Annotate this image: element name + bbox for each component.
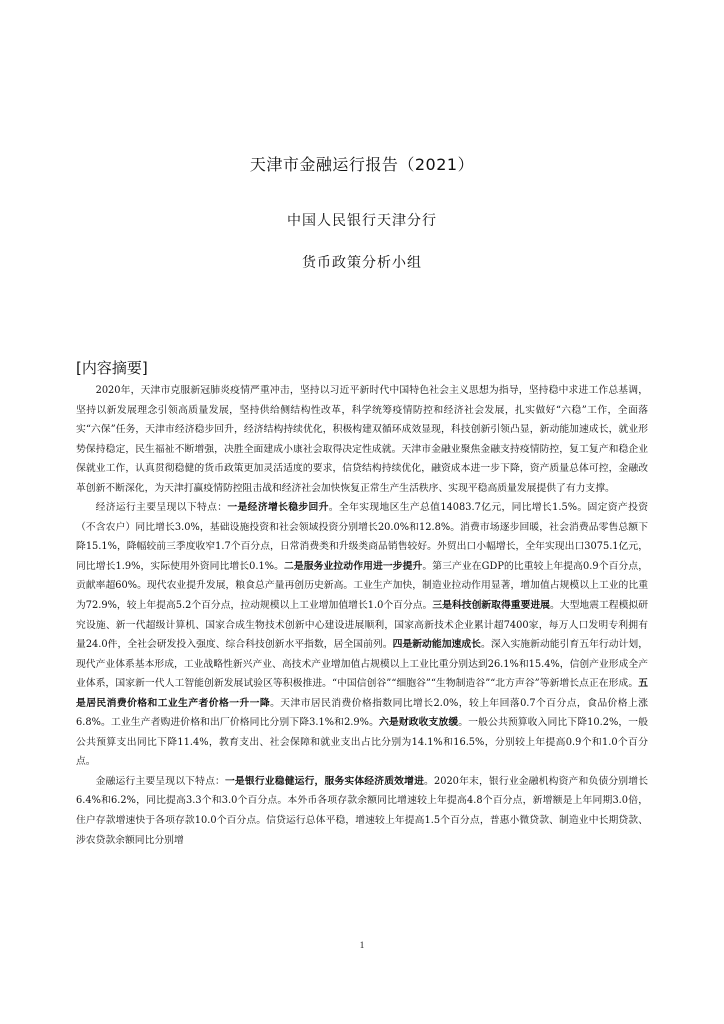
section-heading: [内容摘要]	[76, 359, 148, 377]
abstract-body	[76, 381, 648, 850]
key-point: 一是银行业稳健运行，服务实体经济质效增进	[224, 775, 425, 787]
key-point: 二是服务业拉动作用进一步提升	[284, 560, 423, 572]
paragraph-overview: 2020年，天津市克服新冠肺炎疫情严重冲击，坚持以习近平新时代中国特色社会主义思想为指导，坚持稳中求进工作总基调，坚持以新发展理念引领高质量发展，坚持供给侧结构性改革，科学统筹疫情防控和经济社会发展，扎实做好“六稳”工作，全面落实“六保”任务，天津市经济稳步回升，经济结构持续优化，积极构建双循环成效显现，科技创新引领凸显，新动能加速成长，就业形势保持稳定，民生福祉不断增强，决胜全面建成小康社会取得决定性成就。天津市金融业聚焦金融支持疫情防控，复工复产和稳企业保就业工作，认真贯彻稳健的货币政策更加灵活适度的要求，信贷结构持续优化，融资成本进一步下降，资产质量总体可控，金融改革创新不断深化，为天津打赢疫情防控阻击战和经济社会加快恢复正常生产生活秩序、实现平稳高质量发展提供了有力支撑。	[76, 385, 648, 494]
text-run: 。2020年末，银行业金融机构资产和负债分别增长6.4%和6.2%，同比提高3.3个和3.0个百分点。本外币各项存款余额同比增速较上年提高4.8个百分点，新增额是上年同期3.0倍，住户存款增速快于各项存款10.0个百分点。信贷运行总体平稳，增速较上年提高1.5个百分点，普惠小微贷款、制造业中长期贷款、涉农贷款余额同比分别增	[76, 775, 649, 846]
key-point: 一是经济增长稳步回升	[227, 502, 329, 514]
key-point: 六是财政收支放缓	[379, 717, 459, 729]
text-run: 。大型地震工程模拟研究设施、新一代超级计算机、国家合成生物技术创新中心建设进展顺利，国家高新技术企业累计超7400家，每万人口发明专利拥有量24.0件，全社会研发投入强度、综合科技创新水平指数，居全国前列。	[76, 600, 648, 651]
text-run: 。一般公共预算收入同比下降10.2%，一般公共预算支出同比下降11.4%，教育支出、社会保障和就业支出占比分别为14.1%和16.5%，分别较上年提高0.9个和1.0个百分点。	[76, 717, 649, 768]
text-run: 。天津市居民消费价格指数同比增长2.0%，较上年回落0.7个百分点，食品价格上涨6.8%。工业生产者购进价格和出厂价格同比分别下降3.1%和2.9%。	[76, 697, 648, 729]
text-run: 。全年实现地区生产总值14083.7亿元，同比增长1.5%。固定资产投资（不含农户）同比增长3.0%，基础设施投资和社会领域投资分别增长20.0%和12.8%。消费市场逐步回暖，社会消费品零售总额下降15.1%，降幅较前三季度收窄1.7个百分点，日常消费类和升级类商品销售较好。外贸出口小幅增长，全年实现出口3075.1亿元，同比增长1.9%，实际使用外资同比增长0.1%。	[76, 502, 649, 572]
authoring-group: 货币政策分析小组	[302, 255, 422, 271]
text-run: 经济运行主要呈现以下特点：	[95, 502, 228, 514]
text-run: 金融运行主要呈现以下特点：	[95, 775, 225, 787]
key-point: 四是新动能加速成长	[392, 639, 481, 651]
paragraph-finance	[76, 772, 648, 850]
paragraph-economy	[76, 498, 648, 772]
text-run: 。第三产业在GDP的比重较上年提高0.9个百分点，贡献率超60%。现代农业提升发展，粮食总产量再创历史新高。工业生产加快，制造业拉动作用显著，增加值占规模以上工业的比重为72.9%，较上年提高5.2个百分点，拉动规模以上工业增加值增长1.0个百分点。	[76, 560, 649, 612]
key-point: 三是科技创新取得重要进展	[432, 600, 550, 612]
page-number: 1	[359, 940, 365, 950]
text-run: 。深入实施新动能引育五年行动计划，现代产业体系基本形成，工业战略性新兴产业、高技术产业增加值占规模以上工业比重分别达到26.1%和15.4%，信创产业形成全产业体系，国家新一代人工智能创新发展试验区等积极推进。“中国信创谷”“细胞谷”“生物制造谷”“北方声谷”等新增长点正在形成。	[76, 639, 648, 690]
report-title: 天津市金融运行报告（2021）	[249, 155, 475, 174]
key-point: 五是居民消费价格和工业生产者价格一升一降	[76, 678, 648, 709]
issuing-organization: 中国人民银行天津分行	[287, 213, 437, 229]
